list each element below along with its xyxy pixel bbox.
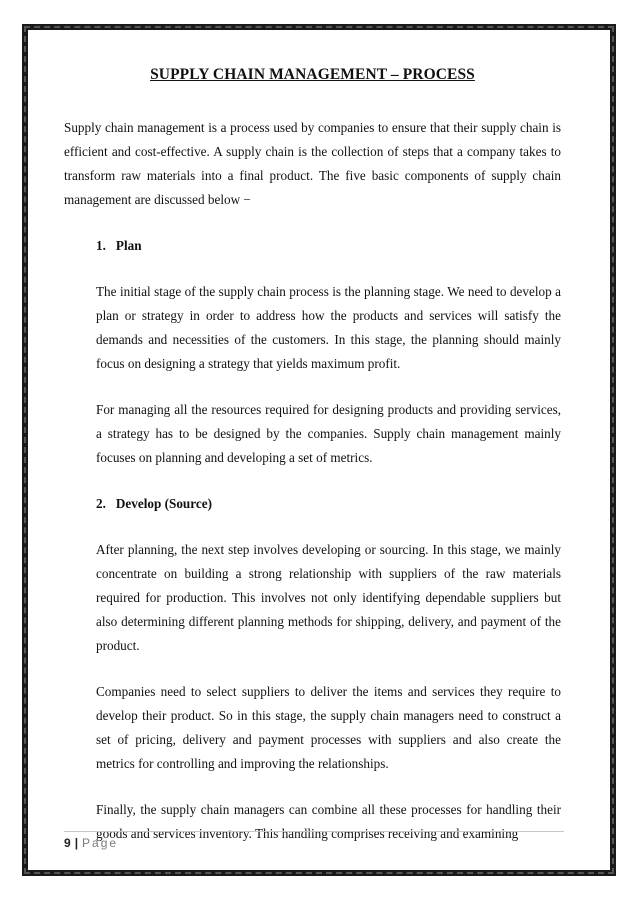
paragraph: Finally, the supply chain managers can combine all these processes for handling their goods and services inventory. This handling comprises receiving and examining <box>96 802 561 841</box>
document-body <box>64 66 561 868</box>
section-number: 2. <box>96 496 106 511</box>
section-title: Plan <box>115 238 142 253</box>
page-title: SUPPLY CHAIN MANAGEMENT – PROCESS <box>150 66 475 83</box>
footer-separator: | <box>74 836 79 850</box>
paragraph: After planning, the next step involves developing or sourcing. In this stage, we mainly concentrate on building a strong relationship with suppliers of the raw materials required for production. This involves not only identifying dependable suppliers but also determining different planning methods for shipping, delivery, and payment of the product. <box>96 542 561 653</box>
paragraph: The initial stage of the supply chain process is the planning stage. We need to develop a plan or strategy in order to address how the products and services will satisfy the demands and necessities of the customers. In this stage, the planning should mainly focus on designing a strategy that yields maximum profit. <box>96 284 561 371</box>
paragraph: For managing all the resources required for designing products and providing services, a strategy has to be designed by the companies. Supply chain management mainly focuses on planning and developing a set of metrics. <box>96 402 561 465</box>
section-develop <box>64 492 561 846</box>
page-number: 9 <box>64 836 71 850</box>
section-heading-develop <box>96 492 561 516</box>
section-plan <box>64 234 561 470</box>
section-heading-plan <box>96 234 561 258</box>
page-footer <box>64 831 564 850</box>
page-label: Page <box>82 836 119 850</box>
paragraph: Companies need to select suppliers to deliver the items and services they require to develop their product. So in this stage, the supply chain managers need to construct a set of pricing, delivery and payment processes with suppliers and also create the metrics for controlling and improving the relationships. <box>96 684 561 771</box>
intro-paragraph: Supply chain management is a process used by companies to ensure that their supply chain is efficient and cost-effective. A supply chain is the collection of steps that a company takes to transform raw materials into a final product. The five basic components of supply chain management are discussed below − <box>64 120 561 207</box>
section-number: 1. <box>96 238 106 253</box>
section-title: Develop (Source) <box>115 496 212 511</box>
